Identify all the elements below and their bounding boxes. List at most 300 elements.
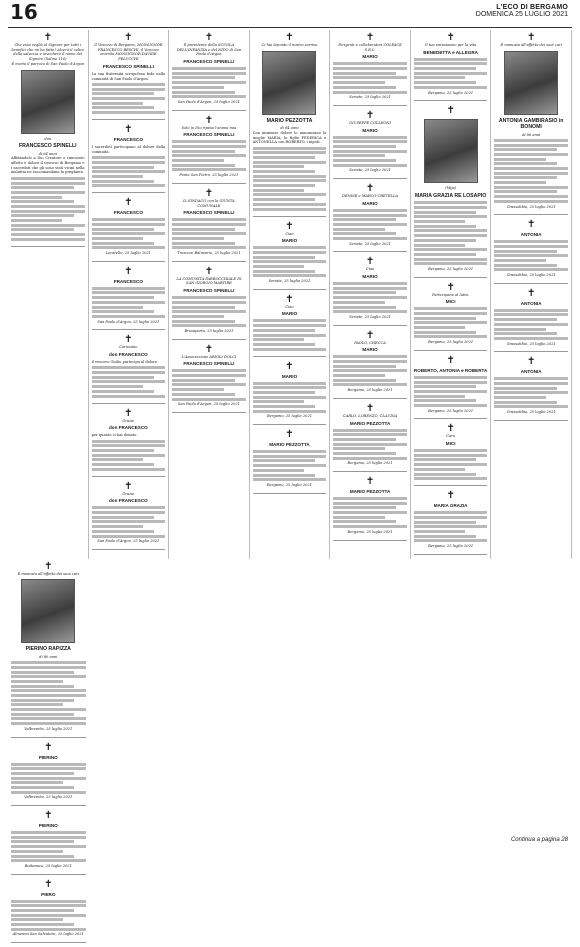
- cross-icon: ✝: [204, 265, 214, 277]
- notice-separator: [253, 424, 327, 425]
- text-line: [333, 62, 407, 65]
- text-line: [92, 376, 155, 379]
- text-line: [253, 400, 305, 403]
- text-line: [414, 399, 477, 402]
- text-line: [414, 321, 488, 324]
- notice-place-date: Seriate, 25 luglio 2021: [268, 279, 311, 284]
- deceased-age: di 84 anni: [280, 126, 299, 131]
- text-line: [11, 196, 62, 199]
- text-line: [333, 86, 396, 89]
- notice-label: Solo in Dio riposa l'anima mia: [181, 125, 237, 130]
- text-line: [11, 666, 86, 669]
- text-line: [333, 209, 407, 212]
- text-line: [253, 464, 327, 467]
- text-line: [11, 918, 63, 921]
- notice-separator: [92, 476, 166, 477]
- portrait-photo: [21, 579, 75, 643]
- text-line: [92, 166, 155, 169]
- death-notice: [253, 221, 327, 284]
- text-line: [11, 214, 74, 217]
- text-line: [414, 335, 488, 338]
- text-line: [333, 516, 384, 519]
- text-line: [494, 139, 568, 142]
- text-line: [253, 459, 316, 462]
- text-line: [494, 264, 557, 267]
- deceased-name: MARIO: [362, 274, 378, 280]
- notice-separator: [172, 339, 246, 340]
- cross-icon: ✝: [365, 109, 375, 121]
- newspaper-name: L'ECO DI BERGAMO: [496, 4, 568, 11]
- text-line: [253, 391, 316, 394]
- photo-notice: [253, 32, 327, 211]
- text-line: [333, 81, 384, 84]
- notice-separator: [92, 192, 166, 193]
- notice-text: Affidandolo a Dio Creatore e rinnovato affetto e dolore il vescovo di Bergamo e i sacerdoti che gli sono stati vicini nella malattia ne raccomandano la preghiera.: [11, 156, 85, 175]
- notice-lead: È morto il parroco di San Paolo d'Argon: [11, 61, 85, 66]
- cross-icon: ✝: [285, 360, 294, 372]
- deceased-name: PIERO: [41, 891, 56, 897]
- notice-separator: [494, 283, 568, 284]
- cross-icon: ✝: [365, 183, 375, 195]
- text-line: [333, 452, 396, 455]
- text-line: [92, 97, 166, 100]
- text-line: [11, 781, 63, 784]
- deceased-name: FRANCESCO SPINELLI: [183, 132, 235, 138]
- death-notice: [414, 490, 488, 549]
- notice-separator: [333, 471, 407, 472]
- text-line: [11, 786, 74, 789]
- notice-head: DENISE e MARCO CRETELLA: [342, 194, 398, 199]
- notice-head: Il Vescovo di Bergamo, MONSIGNOR FRANCESCO BESCHI, il Vescovo emerito MONSIGNOR DAVIDE PELUCCHI: [94, 43, 163, 62]
- text-line: [333, 379, 396, 382]
- deceased-name: MARIO: [362, 127, 378, 133]
- text-line: [494, 240, 568, 243]
- text-line: [333, 502, 407, 505]
- text-line: [92, 161, 166, 164]
- notice-text: Con immenso dolore lo annunciano la moglie MARIA, le figlie FEDERICA e ANTONELLA con ROBERTO, i nipoti.: [252, 130, 327, 145]
- notice-place-date: Seriate, 25 luglio 2021: [349, 314, 391, 319]
- obituary-column: [89, 30, 170, 559]
- text-line: [92, 111, 166, 114]
- text-line: [92, 444, 166, 447]
- text-line: [494, 250, 557, 253]
- death-notice: [253, 429, 327, 488]
- text-line: [414, 511, 488, 514]
- cross-icon: ✝: [527, 287, 536, 299]
- deceased-name: don FRANCESCO: [108, 498, 148, 504]
- text-line: [253, 165, 305, 168]
- notice-separator: [172, 183, 246, 184]
- text-line: [253, 208, 327, 211]
- notice-separator: [333, 398, 407, 399]
- cross-icon: ✝: [527, 219, 536, 231]
- text-line: [92, 301, 166, 304]
- text-line: [414, 404, 488, 407]
- text-line: [11, 855, 74, 858]
- text-line: [172, 159, 223, 162]
- deceased-name: FRANCESCO SPINELLI: [18, 143, 77, 150]
- text-line: [253, 265, 305, 268]
- death-notice: [414, 32, 488, 95]
- notice-separator: [414, 350, 488, 351]
- text-line: [92, 296, 155, 299]
- text-line: [414, 76, 466, 79]
- portrait-photo: [21, 70, 75, 134]
- notice-separator: [414, 485, 488, 486]
- photo-notice: [11, 32, 85, 241]
- text-line: [494, 245, 568, 248]
- text-line: [414, 473, 477, 476]
- notice-head: GIUSEPPE COLLEONI: [349, 120, 391, 125]
- text-line: [414, 458, 477, 461]
- text-line: [92, 385, 144, 388]
- text-line: [494, 144, 568, 147]
- text-line: [333, 214, 407, 217]
- deceased-name: FRANCESCO SPINELLI: [183, 59, 235, 65]
- text-line: [172, 388, 223, 391]
- text-line: [11, 661, 86, 664]
- text-line: [333, 525, 407, 528]
- death-notice: [92, 266, 166, 325]
- death-notice: [333, 476, 407, 535]
- page-number: 16: [10, 0, 38, 24]
- text-line: [414, 262, 488, 265]
- death-notice: [92, 32, 166, 114]
- text-line: [414, 248, 488, 251]
- text-line: [92, 315, 166, 318]
- notice-separator: [333, 540, 407, 541]
- text-line: [253, 251, 327, 254]
- text-line: [172, 168, 246, 171]
- notice-place-date: San Paolo d'Argon, 25 luglio 2021: [177, 402, 240, 407]
- obituary-column: [250, 30, 331, 559]
- text-line: [92, 310, 155, 313]
- text-line: [494, 190, 557, 193]
- text-line: [253, 147, 327, 150]
- deceased-name: MARIO PEZZOTTA: [269, 442, 310, 448]
- text-line: [333, 159, 396, 162]
- text-line: [494, 309, 568, 312]
- notice-place-date: Seriate, 25 luglio 2021: [349, 241, 391, 246]
- text-line: [172, 223, 246, 226]
- notice-place-date: Ponte San Pietro, 25 luglio 2021: [179, 173, 239, 178]
- page-header: [0, 0, 580, 28]
- text-line: [92, 228, 155, 231]
- text-line: [11, 836, 86, 839]
- text-line: [414, 201, 488, 204]
- portrait-photo: [262, 51, 316, 115]
- death-notice: [253, 294, 327, 351]
- text-line: [414, 211, 477, 214]
- cross-icon: ✝: [365, 476, 375, 488]
- cross-icon: ✝: [124, 334, 133, 346]
- text-line: [333, 374, 384, 377]
- text-line: [333, 365, 396, 368]
- notice-place-date: Locatello, 25 luglio 2021: [105, 251, 151, 256]
- text-line: [92, 180, 155, 183]
- text-line: [92, 92, 155, 95]
- text-line: [333, 136, 407, 139]
- notice-head: Il tuo entusiasmo per la vita: [425, 43, 477, 47]
- text-line: [333, 506, 396, 509]
- deceased-name: MARIO PEZZOTTA: [266, 117, 313, 124]
- text-line: [333, 72, 396, 75]
- text-line: [11, 717, 86, 720]
- cross-icon: ✝: [204, 187, 214, 199]
- text-line: [172, 374, 246, 377]
- deceased-name: PIERINO: [38, 823, 58, 829]
- notice-quote: Che essa vegliò al Signore per tutti i benefici che mi ha fatto? Alzerò il calice della salvezza e invocherò il nome del Signore (Salmo 116): [11, 43, 85, 62]
- notice-separator: [92, 549, 166, 550]
- text-line: [11, 703, 63, 706]
- text-line: [11, 200, 74, 203]
- text-line: [333, 511, 407, 514]
- death-notice: [494, 219, 568, 278]
- text-line: [253, 405, 316, 408]
- notice-place-date: Almenno San Salvatore, 25 luglio 2021: [12, 932, 84, 937]
- text-line: [414, 477, 488, 480]
- text-line: [172, 296, 246, 299]
- deceased-name: PIERINO: [38, 754, 58, 760]
- text-line: [92, 468, 166, 471]
- text-line: [172, 154, 246, 157]
- text-line: [11, 191, 85, 194]
- text-line: [414, 312, 488, 315]
- notice-separator: [333, 178, 407, 179]
- notice-separator: [253, 216, 327, 217]
- text-line: [494, 401, 557, 404]
- text-line: [253, 386, 327, 389]
- obituary-column: [411, 30, 492, 559]
- notice-label: Grazie: [122, 491, 135, 496]
- obituary-column: [169, 30, 250, 559]
- text-line: [11, 909, 74, 912]
- deceased-name: FRANCESCO SPINELLI: [183, 288, 235, 294]
- text-line: [414, 229, 488, 232]
- notice-separator: [11, 874, 86, 875]
- cross-icon: ✝: [285, 429, 294, 441]
- death-notice: [92, 481, 166, 544]
- text-line: [11, 224, 85, 227]
- text-line: [92, 449, 155, 452]
- text-line: [494, 332, 557, 335]
- text-line: [333, 287, 407, 290]
- text-line: [172, 246, 246, 249]
- text-line: [11, 914, 86, 917]
- notice-place-date: Bergamo, 25 luglio 2021: [428, 266, 474, 271]
- notice-quote: Ci hai lasciato il nostro sorriso: [261, 43, 318, 47]
- text-line: [11, 845, 86, 848]
- notice-head: CARLO, LORENZO, CLAUDIA: [342, 413, 398, 418]
- death-notice: [494, 288, 568, 347]
- text-line: [11, 831, 86, 834]
- notice-separator: [11, 246, 85, 247]
- notice-separator: [253, 356, 327, 357]
- deceased-name: ANTONIA: [520, 369, 542, 375]
- text-line: [494, 377, 568, 380]
- notice-label: Cara: [446, 434, 456, 439]
- text-line: [172, 67, 246, 70]
- notice-separator: [494, 214, 568, 215]
- notice-place-date: Bergamo, 25 luglio 2021: [266, 482, 312, 487]
- text-line: [11, 675, 86, 678]
- text-line: [11, 186, 74, 189]
- deceased-name: MARIA GRAZIA RE LOSAPIO: [414, 192, 487, 199]
- deceased-name: MARIO: [362, 200, 378, 206]
- cross-icon: ✝: [124, 480, 133, 492]
- text-line: [253, 274, 327, 277]
- cross-icon: ✝: [44, 810, 53, 822]
- text-line: [92, 506, 166, 509]
- deceased-name: MARIO: [281, 238, 298, 244]
- text-line: [333, 438, 396, 441]
- text-line: [494, 328, 545, 331]
- text-line: [253, 338, 305, 341]
- cross-icon: ✝: [44, 560, 53, 572]
- obituary-column: [8, 559, 89, 947]
- text-line: [92, 106, 155, 109]
- photo-notice: [414, 105, 488, 271]
- deceased-name: MARIO: [281, 373, 298, 379]
- notice-head: L'Associazione ARIOLI DOLCI: [181, 354, 237, 359]
- deceased-name: MICI: [445, 299, 456, 305]
- text-line: [92, 440, 166, 443]
- obituary-column: [491, 30, 572, 559]
- notice-separator: [414, 100, 488, 101]
- text-line: [11, 680, 63, 683]
- text-line: [494, 186, 568, 189]
- text-line: [92, 371, 166, 374]
- notice-place-date: Bergamo, 25 luglio 2021: [428, 90, 474, 95]
- notice-separator: [92, 329, 166, 330]
- text-line: [414, 215, 488, 218]
- text-line: [414, 62, 488, 65]
- text-line: [253, 246, 327, 249]
- text-line: [253, 170, 316, 173]
- text-line: [11, 904, 86, 907]
- text-line: [253, 198, 316, 201]
- text-line: [11, 850, 63, 853]
- text-line: [11, 694, 86, 697]
- text-line: [333, 76, 407, 79]
- death-notice: [414, 282, 488, 345]
- continued-note: Continua a pagina 28: [510, 837, 568, 843]
- text-line: [11, 205, 85, 208]
- cross-icon: ✝: [285, 32, 294, 43]
- notice-separator: [11, 942, 86, 943]
- death-notice: [172, 32, 246, 105]
- text-line: [172, 369, 246, 372]
- notice-text: il vescovo Giulio partecipa al dolore.: [91, 359, 159, 364]
- text-line: [253, 151, 327, 154]
- text-line: [92, 175, 144, 178]
- notice-text: La sua fraternità scrupolosa fede nella comunità di San Paolo d'Argon.: [91, 71, 166, 81]
- text-line: [92, 242, 155, 245]
- text-line: [333, 282, 407, 285]
- text-line: [172, 232, 246, 235]
- portrait-photo: [424, 119, 478, 183]
- text-line: [494, 181, 545, 184]
- text-line: [333, 291, 396, 294]
- text-line: [253, 329, 316, 332]
- text-line: [253, 184, 316, 187]
- text-line: [92, 511, 166, 514]
- notice-lead: È mancata all'affetto dei suoi cari: [500, 43, 562, 47]
- death-notice: [253, 361, 327, 420]
- text-line: [253, 382, 327, 385]
- text-line: [414, 239, 477, 242]
- text-line: [11, 763, 86, 766]
- notice-separator: [253, 493, 327, 494]
- text-line: [494, 323, 568, 326]
- text-line: [414, 395, 466, 398]
- text-line: [494, 254, 568, 257]
- notice-separator: [333, 325, 407, 326]
- text-line: [414, 317, 477, 320]
- text-line: [92, 530, 155, 533]
- text-line: [172, 237, 223, 240]
- cross-icon: ✝: [446, 32, 455, 43]
- text-line: [11, 671, 74, 674]
- text-line: [172, 398, 246, 401]
- notice-place-date: Grassobbio, 25 luglio 2021: [506, 341, 556, 346]
- text-line: [414, 234, 488, 237]
- text-line: [92, 218, 166, 221]
- notice-separator: [333, 105, 407, 106]
- text-line: [253, 343, 316, 346]
- text-line: [253, 175, 327, 178]
- text-line: [253, 469, 305, 472]
- cross-icon: ✝: [527, 356, 536, 368]
- text-line: [11, 928, 86, 931]
- text-line: [172, 315, 223, 318]
- obituary-column: [8, 30, 89, 559]
- text-line: [172, 393, 235, 396]
- cross-icon: ✝: [365, 32, 375, 43]
- text-line: [333, 91, 407, 94]
- text-line: [494, 172, 568, 175]
- text-line: [11, 767, 86, 770]
- text-line: [253, 179, 327, 182]
- death-notice: [172, 344, 246, 407]
- cross-icon: ✝: [124, 265, 133, 277]
- notice-place-date: Grassobbio, 25 luglio 2021: [506, 273, 556, 278]
- text-line: [253, 474, 316, 477]
- deceased-age: di 86 anni: [522, 132, 541, 137]
- text-line: [494, 200, 568, 203]
- text-line: [11, 840, 74, 843]
- text-line: [414, 58, 488, 61]
- text-line: [333, 433, 407, 436]
- death-notice: [11, 810, 86, 869]
- notice-label: Carissimo: [119, 345, 138, 350]
- text-line: [92, 535, 166, 538]
- death-notice: [414, 355, 488, 414]
- text-line: [92, 306, 144, 309]
- text-line: [414, 225, 477, 228]
- notice-place-date: San Paolo d'Argon, 25 luglio 2021: [97, 319, 160, 324]
- text-line: [333, 383, 407, 386]
- deceased-name: don FRANCESCO: [108, 425, 148, 431]
- text-line: [11, 177, 85, 180]
- deceased-name: FRANCESCO: [113, 137, 143, 143]
- notice-place-date: Grassobbio, 25 luglio 2021: [506, 410, 556, 415]
- text-line: [414, 468, 466, 471]
- text-line: [414, 381, 488, 384]
- text-line: [414, 67, 477, 70]
- text-line: [172, 81, 246, 84]
- death-notice: [172, 188, 246, 256]
